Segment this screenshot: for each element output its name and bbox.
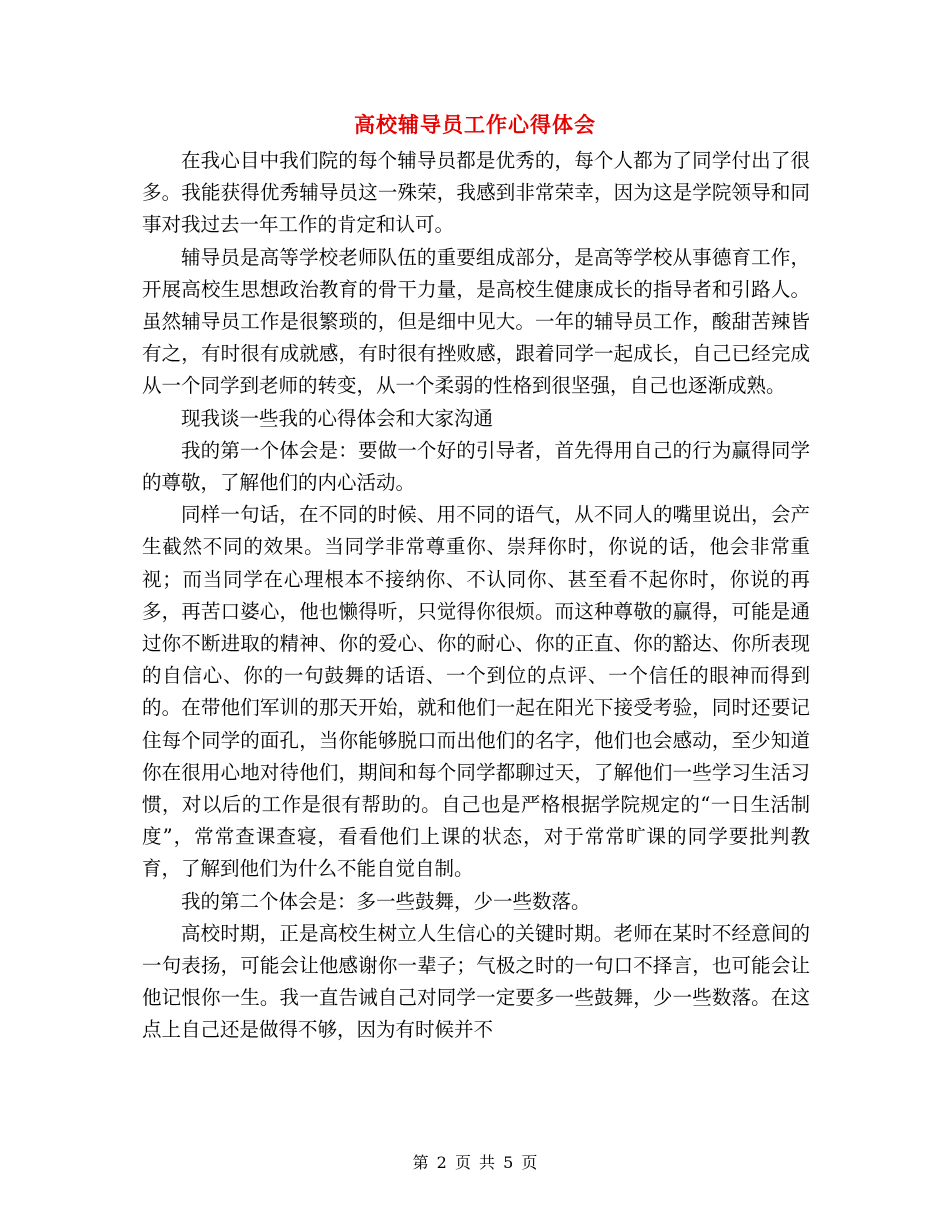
paragraph-2: 辅导员是高等学校老师队伍的重要组成部分，是高等学校从事德育工作，开展高校生思想政治教育的骨干力量，是高校生健康成长的指导者和引路人。虽然辅导员工作是很繁琐的，但是细中见大。一年的辅导员工作，酸甜苦辣皆有之，有时很有成就感，有时很有挫败感，跟着同学一起成长，自己已经完成从一个同学到老师的转变，从一个柔弱的性格到很坚强，自己也逐渐成熟。 <box>142 245 810 398</box>
paragraph-3: 现我谈一些我的心得体会和大家沟通 <box>181 406 494 430</box>
paragraph-4: 我的第一个体会是：要做一个好的引导者，首先得用自己的行为赢得同学的尊敬，了解他们的内心活动。 <box>142 438 810 495</box>
paragraph-6: 我的第二个体会是：多一些鼓舞，少一些数落。 <box>181 889 591 913</box>
document-title: 高校辅导员工作心得体会 <box>354 112 596 137</box>
paragraph-7: 高校时期，正是高校生树立人生信心的关键时期。老师在某时不经意间的一句表扬，可能会让他感谢你一辈子；气极之时的一句口不择言，也可能会让他记恨你一生。我一直告诫自己对同学一定要多一些鼓舞，少一些数落。在这点上自己还是做得不够，因为有时候并不 <box>142 921 810 1042</box>
document-body <box>142 145 810 1047</box>
paragraph-1: 在我心目中我们院的每个辅导员都是优秀的，每个人都为了同学付出了很多。我能获得优秀辅导员这一殊荣，我感到非常荣幸，因为这是学院领导和同事对我过去一年工作的肯定和认可。 <box>142 149 810 237</box>
paragraph-5: 同样一句话，在不同的时候、用不同的语气，从不同人的嘴里说出，会产生截然不同的效果。当同学非常尊重你、崇拜你时，你说的话，他会非常重视；而当同学在心理根本不接纳你、不认同你、甚至看不起你时，你说的再多，再苦口婆心，他也懒得听，只觉得你很烦。而这种尊敬的赢得，可能是通过你不断进取的精神、你的爱心、你的耐心、你的正直、你的豁达、你所表现的自信心、你的一句鼓舞的话语、一个到位的点评、一个信任的眼神而得到的。在带他们军训的那天开始，就和他们一起在阳光下接受考验，同时还要记住每个同学的面孔，当你能够脱口而出他们的名字，他们也会感动，至少知道你在很用心地对待他们，期间和每个同学都聊过天，了解他们一些学习生活习惯，对以后的工作是很有帮助的。自己也是严格根据学院规定的“一日生活制度”，常常查课查寝，看看他们上课的状态，对于常常旷课的同学要批判教育，了解到他们为什么不能自觉自制。 <box>142 503 810 881</box>
page-footer: 第 2 页 共 5 页 <box>412 1153 538 1172</box>
